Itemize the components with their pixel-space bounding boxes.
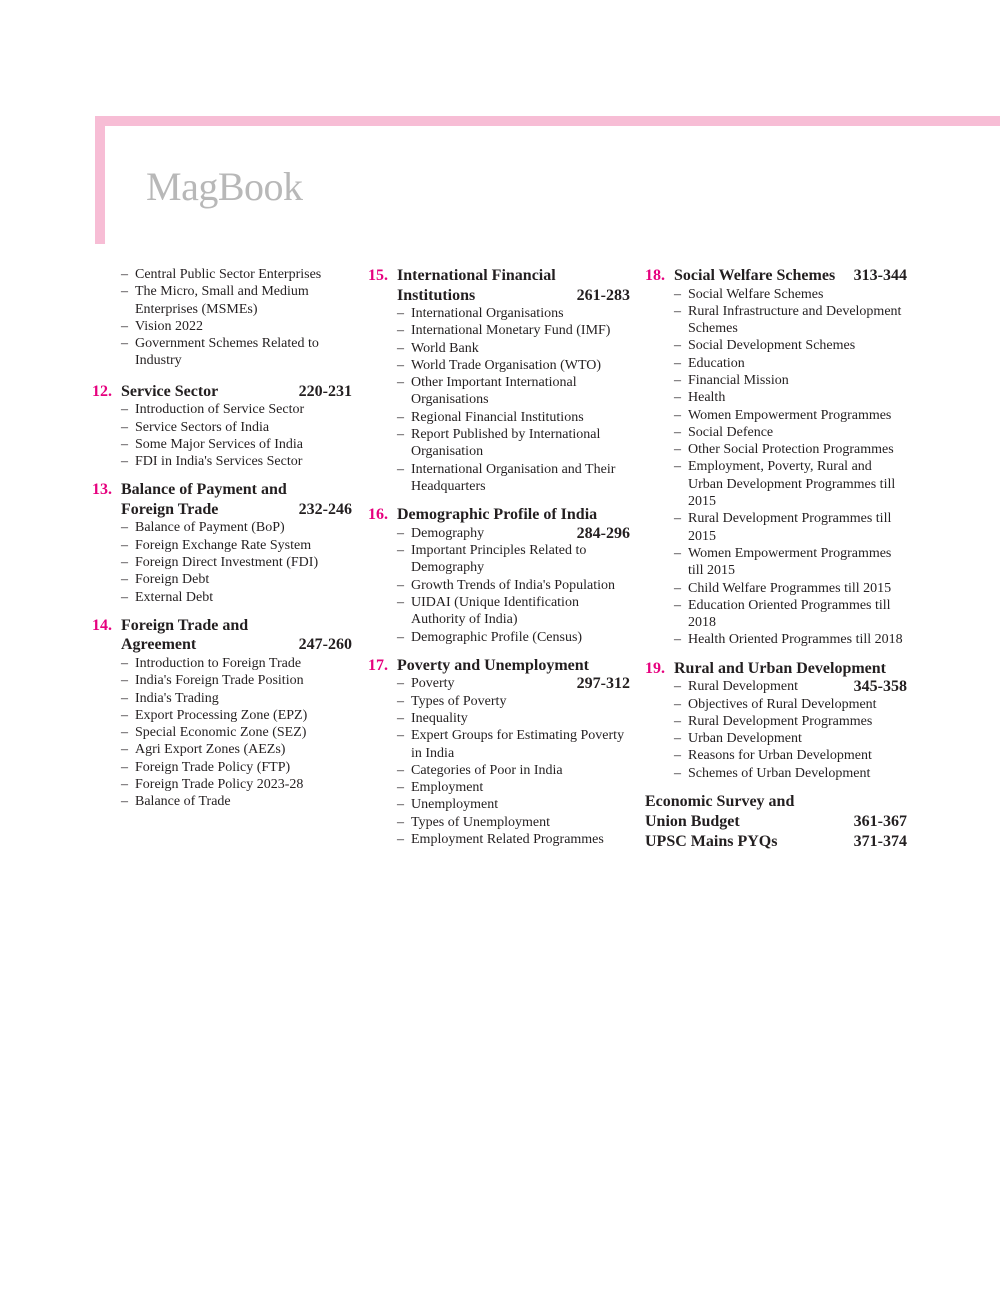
toc-item[interactable]: – Central Public Sector Enterprises <box>121 267 322 282</box>
dash-bullet: – <box>397 594 404 610</box>
toc-item[interactable]: – Special Economic Zone (SEZ) <box>121 725 307 741</box>
toc-item[interactable]: – Balance of Trade <box>121 794 231 810</box>
chapter-18 <box>645 266 907 649</box>
chapter-title: Foreign Trade and <box>121 616 249 634</box>
dash-bullet: – <box>397 797 404 813</box>
dash-bullet: – <box>121 555 128 571</box>
toc-item[interactable]: – Introduction of Service Sector <box>121 402 305 418</box>
dash-bullet: – <box>397 814 404 830</box>
toc-item[interactable]: – Employment Related Programmes <box>397 832 604 848</box>
toc-column-3 <box>645 266 907 852</box>
chapter-number: 15. <box>368 267 388 284</box>
header-accent-bar-vertical <box>95 116 105 244</box>
toc-item[interactable]: – Service Sectors of India <box>121 419 270 435</box>
chapter-title: Service Sector <box>121 382 219 400</box>
toc-item[interactable]: – Foreign Direct Investment (FDI) <box>121 555 319 571</box>
toc-item[interactable]: – Expert Groups for Estimating Poverty in India <box>397 728 625 761</box>
dash-bullet: – <box>397 461 404 477</box>
dash-bullet: – <box>121 707 128 723</box>
chapter-items <box>368 305 630 495</box>
toc-item[interactable]: – World Trade Organisation (WTO) <box>397 357 602 373</box>
dash-bullet: – <box>674 442 681 458</box>
chapter-heading[interactable] <box>92 382 352 402</box>
toc-item[interactable]: – Government Schemes Related to Industry <box>121 336 319 369</box>
dash-bullet: – <box>121 572 128 588</box>
toc-item[interactable]: – Unemployment <box>397 797 499 813</box>
toc-item[interactable]: – Regional Financial Institutions <box>397 409 584 425</box>
dash-bullet: – <box>121 589 128 605</box>
dash-bullet: – <box>397 375 404 391</box>
chapter-pages: 313-344 <box>853 267 907 284</box>
toc-item[interactable]: – Financial Mission <box>674 372 789 388</box>
dash-bullet: – <box>397 710 404 726</box>
dash-bullet: – <box>674 372 681 388</box>
toc-item[interactable]: – UIDAI (Unique Identification Authority of India) <box>397 594 579 628</box>
chapter-title: Poverty and Unemployment <box>397 656 589 674</box>
toc-item[interactable]: – Reasons for Urban Development <box>674 748 872 764</box>
toc-item[interactable]: – Health <box>674 390 726 406</box>
dash-bullet: – <box>121 436 128 452</box>
dash-bullet: – <box>397 780 404 796</box>
toc-item[interactable]: – Foreign Trade Policy (FTP) <box>121 759 291 775</box>
dash-bullet: – <box>121 402 128 418</box>
dash-bullet: – <box>674 713 681 729</box>
chapter-heading[interactable] <box>645 266 907 286</box>
dash-bullet: – <box>674 424 681 440</box>
toc-item[interactable]: – International Monetary Fund (IMF) <box>397 323 611 339</box>
toc-item[interactable]: – Report Published by International Organisation <box>397 427 601 460</box>
chapter-title: Balance of Payment and <box>121 481 287 499</box>
dash-bullet: – <box>397 676 404 692</box>
toc-item[interactable]: – The Micro, Small and Medium Enterprises (MSMEs) <box>121 284 309 317</box>
chapter-items <box>368 525 630 646</box>
dash-bullet: – <box>121 655 128 671</box>
toc-item[interactable]: – Social Defence <box>674 424 774 440</box>
chapter-heading[interactable] <box>92 616 352 655</box>
chapter-heading[interactable] <box>368 656 630 676</box>
chapter-items <box>92 401 352 470</box>
dash-bullet: – <box>397 409 404 425</box>
chapter-pages: 232-246 <box>298 500 352 518</box>
chapter-pages: 297-312 <box>576 675 630 693</box>
chapter-heading[interactable] <box>92 480 352 519</box>
dash-bullet: – <box>397 762 404 778</box>
toc-item[interactable]: – Rural Development Programmes till 2015 <box>674 511 892 544</box>
extra-title: Union Budget <box>645 813 740 831</box>
toc-item[interactable]: – Urban Development <box>674 731 802 747</box>
dash-bullet: – <box>121 336 128 352</box>
toc-item[interactable]: – International Organisation and Their Headquarters <box>397 461 616 494</box>
extra-title: UPSC Mains PYQs <box>645 833 778 851</box>
dash-bullet: – <box>674 696 681 712</box>
extra-title: Economic Survey and <box>645 793 795 811</box>
dash-bullet: – <box>121 742 128 758</box>
chapter-title: Agreement <box>121 636 197 654</box>
toc-item[interactable]: – Important Principles Related to Demography <box>397 543 587 576</box>
chapter-17 <box>368 656 630 848</box>
chapter-heading[interactable] <box>645 659 907 679</box>
header-accent-bar-horizontal <box>95 116 1000 126</box>
toc-item[interactable]: – Foreign Exchange Rate System <box>121 537 312 553</box>
dash-bullet: – <box>121 454 128 470</box>
dash-bullet: – <box>397 629 404 645</box>
chapter-15 <box>368 266 630 495</box>
chapter-number: 19. <box>645 659 665 677</box>
toc-item[interactable]: – India's Foreign Trade Position <box>121 673 304 689</box>
toc-item[interactable]: – Women Empowerment Programmes <box>674 407 892 423</box>
dash-bullet: – <box>397 577 404 593</box>
dash-bullet: – <box>674 355 681 371</box>
dash-bullet: – <box>674 597 681 613</box>
extra-pages: 371-374 <box>853 833 907 851</box>
chapter-heading[interactable] <box>368 505 630 525</box>
chapter-pages: 220-231 <box>298 382 352 400</box>
toc-column-1 <box>92 266 352 821</box>
chapter-pages: 261-283 <box>576 286 630 304</box>
dash-bullet: – <box>397 427 404 443</box>
toc-item[interactable]: – Demography 284-296 <box>397 524 630 542</box>
dash-bullet: – <box>121 419 128 435</box>
toc-item[interactable]: – Vision 2022 <box>121 318 203 334</box>
toc-item[interactable]: – Rural Development Programmes <box>674 713 873 729</box>
dash-bullet: – <box>397 832 404 848</box>
dash-bullet: – <box>397 306 404 321</box>
toc-item[interactable]: – Types of Poverty <box>397 693 507 709</box>
toc-item[interactable]: – Health Oriented Programmes till 2018 <box>674 632 903 648</box>
dash-bullet: – <box>674 303 681 319</box>
chapter-title: International Financial <box>397 267 556 284</box>
toc-item[interactable]: – Inequality <box>397 710 468 726</box>
chapter-title: Social Welfare Schemes <box>674 267 836 284</box>
toc-item[interactable]: – World Bank <box>397 340 479 356</box>
toc-item[interactable]: – Social Welfare Schemes <box>674 286 824 302</box>
dash-bullet: – <box>674 407 681 423</box>
dash-bullet: – <box>397 543 404 559</box>
dash-bullet: – <box>397 323 404 339</box>
toc-item[interactable]: – Other Important International Organisations <box>397 375 577 408</box>
dash-bullet: – <box>121 267 128 282</box>
chapter-number: 17. <box>368 656 388 674</box>
chapter-12 <box>92 382 352 471</box>
chapter-items <box>368 675 630 848</box>
toc-item[interactable]: – Demographic Profile (Census) <box>397 629 583 645</box>
toc-item[interactable]: – Women Empowerment Programmes till 2015 <box>674 545 892 579</box>
dash-bullet: – <box>121 537 128 553</box>
chapter-19 <box>645 659 907 782</box>
continued-items <box>92 266 352 370</box>
extra-section-economic-survey[interactable] <box>645 792 907 832</box>
toc-item[interactable]: – External Debt <box>121 589 214 605</box>
chapter-14 <box>92 616 352 811</box>
toc-item[interactable]: – Some Major Services of India <box>121 436 303 452</box>
dash-bullet: – <box>121 673 128 689</box>
toc-item[interactable]: – Introduction to Foreign Trade <box>121 655 302 671</box>
toc-item[interactable]: – Education Oriented Programmes till 2018 <box>674 597 891 631</box>
dash-bullet: – <box>674 765 681 781</box>
toc-item[interactable]: – Objectives of Rural Development <box>674 696 877 712</box>
chapter-number: 18. <box>645 267 665 284</box>
chapter-number: 13. <box>92 481 112 499</box>
toc-item[interactable]: – Export Processing Zone (EPZ) <box>121 707 308 723</box>
dash-bullet: – <box>121 725 128 741</box>
toc-item[interactable]: – Employment <box>397 780 484 796</box>
extra-section-upsc-mains-pyqs[interactable] <box>645 832 907 852</box>
toc-column-2 <box>368 266 630 858</box>
dash-bullet: – <box>397 693 404 709</box>
chapter-16 <box>368 505 630 646</box>
toc-item[interactable]: – Schemes of Urban Development <box>674 765 871 781</box>
dash-bullet: – <box>397 340 404 356</box>
dash-bullet: – <box>674 748 681 764</box>
dash-bullet: – <box>674 679 681 695</box>
toc-item[interactable]: – Education <box>674 355 745 371</box>
dash-bullet: – <box>674 286 681 302</box>
chapter-items <box>92 655 352 811</box>
toc-item[interactable]: – Child Welfare Programmes till 2015 <box>674 580 892 596</box>
chapter-pages: 345-358 <box>853 678 907 696</box>
toc-item[interactable]: – International Organisations <box>397 306 564 321</box>
dash-bullet: – <box>397 525 404 541</box>
chapter-pages: 247-260 <box>298 636 352 654</box>
dash-bullet: – <box>121 520 128 536</box>
dash-bullet: – <box>674 390 681 406</box>
dash-bullet: – <box>674 632 681 648</box>
dash-bullet: – <box>674 731 681 747</box>
extra-pages: 361-367 <box>853 813 907 831</box>
dash-bullet: – <box>121 318 128 334</box>
dash-bullet: – <box>674 545 681 561</box>
chapter-items <box>645 286 907 649</box>
toc-item[interactable]: – FDI in India's Services Sector <box>121 454 303 470</box>
dash-bullet: – <box>121 759 128 775</box>
brand-title: MagBook <box>146 164 303 209</box>
toc-item[interactable]: – Categories of Poor in India <box>397 762 563 778</box>
chapter-title: Rural and Urban Development <box>674 659 887 677</box>
toc-item[interactable]: – Growth Trends of India's Population <box>397 577 615 593</box>
dash-bullet: – <box>121 794 128 810</box>
dash-bullet: – <box>397 728 404 744</box>
chapter-title: Institutions <box>397 286 476 304</box>
dash-bullet: – <box>397 357 404 373</box>
chapter-number: 16. <box>368 506 388 524</box>
toc-item[interactable]: – Types of Unemployment <box>397 814 550 830</box>
toc-item[interactable]: – Poverty 297-312 <box>397 675 630 693</box>
chapter-pages: 284-296 <box>576 524 630 542</box>
toc-item[interactable]: – Foreign Debt <box>121 572 210 588</box>
dash-bullet: – <box>121 777 128 793</box>
toc-item[interactable]: – Foreign Trade Policy 2023-28 <box>121 777 304 793</box>
dash-bullet: – <box>674 511 681 527</box>
toc-item[interactable]: – Social Development Schemes <box>674 338 856 354</box>
chapter-title: Demographic Profile of India <box>397 506 598 524</box>
dash-bullet: – <box>674 580 681 596</box>
toc-item[interactable]: – Employment, Poverty, Rural and Urban Development Programmes till 2015 <box>674 459 896 510</box>
dash-bullet: – <box>674 338 681 354</box>
chapter-heading[interactable] <box>368 266 630 305</box>
toc-item[interactable]: – Agri Export Zones (AEZs) <box>121 742 286 758</box>
toc-item[interactable]: – Rural Development 345-358 <box>674 678 907 696</box>
chapter-number: 14. <box>92 616 112 634</box>
toc-item[interactable]: – Balance of Payment (BoP) <box>121 520 285 536</box>
dash-bullet: – <box>121 690 128 706</box>
chapter-title: Foreign Trade <box>121 500 219 518</box>
chapter-items <box>645 678 907 782</box>
dash-bullet: – <box>674 459 681 475</box>
chapter-13 <box>92 480 352 605</box>
chapter-items <box>92 519 352 605</box>
chapter-number: 12. <box>92 382 112 400</box>
toc-item[interactable]: – Other Social Protection Programmes <box>674 442 894 458</box>
dash-bullet: – <box>121 284 128 300</box>
toc-item[interactable]: – Rural Infrastructure and Development Schemes <box>674 303 902 337</box>
toc-item[interactable]: – India's Trading <box>121 690 219 706</box>
